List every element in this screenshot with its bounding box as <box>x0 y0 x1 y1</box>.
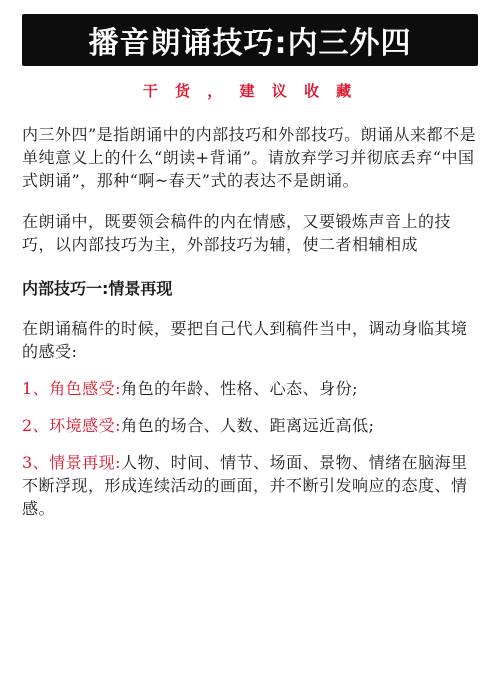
list-item <box>22 377 478 400</box>
principle-paragraph: 在朗诵中，既要领会稿件的内在情感，又要锻炼声音上的技巧，以内部技巧为主，外部技巧为辅，使二者相辅相成 <box>22 212 452 254</box>
list-item <box>22 414 478 437</box>
list-item-text: 人物、时间、情节、场面、景物、情绪在脑海里不断浮现，形成连续活动的画面，并不断引发响应的态度、情感。 <box>22 453 468 518</box>
list-item-label: 2、环境感受: <box>22 416 122 435</box>
intro-paragraph: 内三外四”是指朗诵中的内部技巧和外部技巧。朗诵从来都不是单纯意义上的什么“朗读+背诵”。请放弃学习并彻底丢弃“中国式朗诵”，那种“啊~春天”式的表达不是朗诵。 <box>22 125 477 190</box>
list-item-label: 1、角色感受: <box>22 379 122 398</box>
section-heading: 内部技巧一:情景再现 <box>22 279 173 298</box>
section-intro: 在朗诵稿件的时候，要把自己代人到稿件当中，调动身临其境的感受: <box>22 319 468 361</box>
page-title: 播音朗诵技巧:内三外四 <box>88 26 412 61</box>
list-item-label: 3、情景再现: <box>22 453 122 472</box>
title-banner <box>22 14 478 66</box>
list-item-text: 角色的年龄、性格、心态、身份; <box>121 379 358 398</box>
subtitle: 干 货 ， 建 议 收 藏 <box>142 82 358 100</box>
list-item-text: 角色的场合、人数、距离远近高低; <box>121 416 375 435</box>
list-item <box>22 451 478 520</box>
article <box>0 14 500 681</box>
